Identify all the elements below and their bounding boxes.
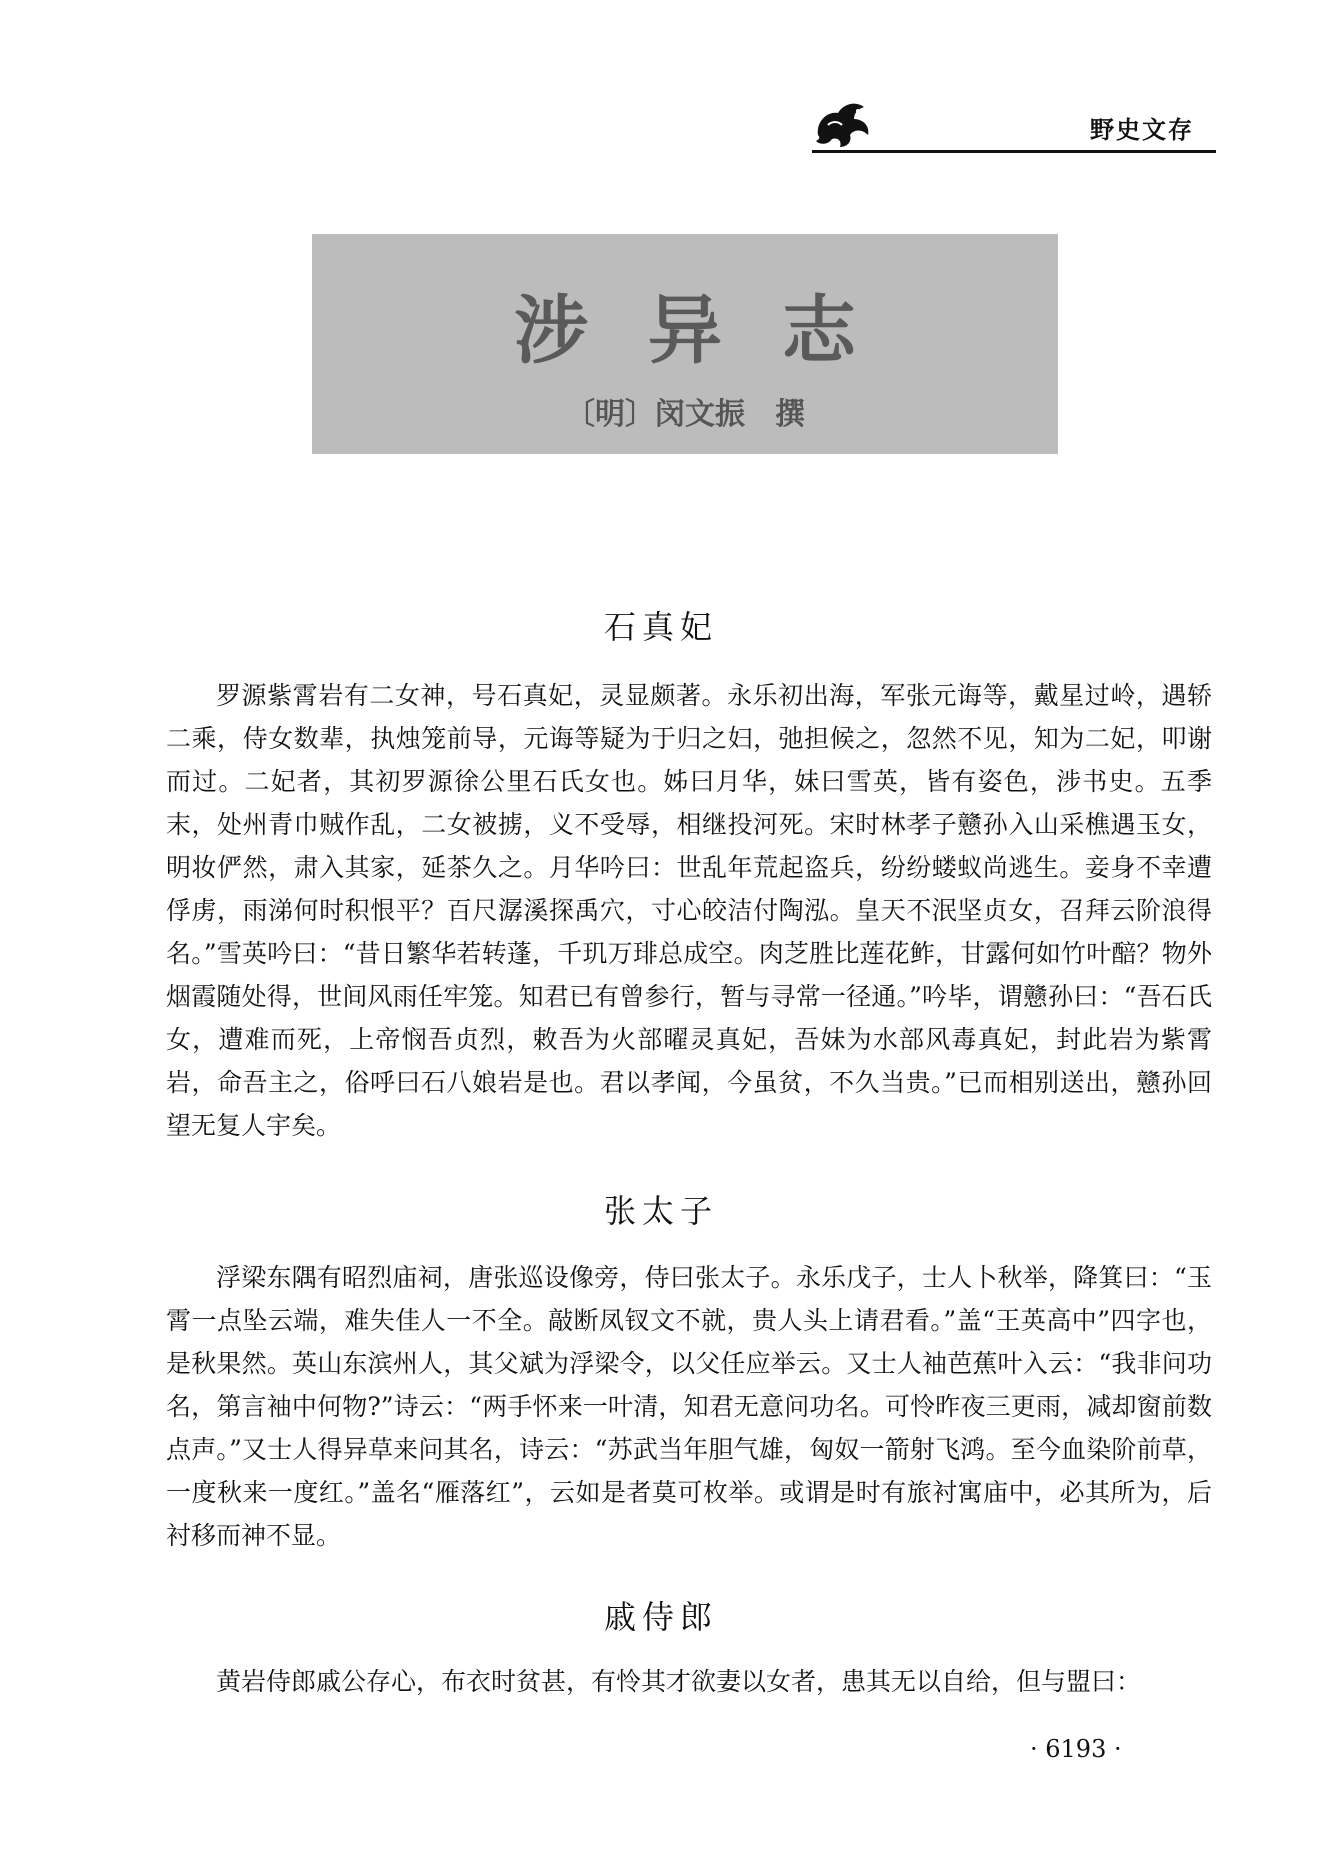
page-number: · 6193 · [1030, 1735, 1122, 1763]
section-text-qi-shi-lang: 黄岩侍郎戚公存心，布衣时贫甚，有怜其才欲妻以女者，患其无以自给，但与盟曰： [216, 1667, 1142, 1696]
dragon-logo-icon [808, 95, 876, 151]
section-heading-zhang-tai-zi: 张太子 [603, 1192, 718, 1230]
section-text-shi-zhen-fei: 罗源紫霄岩有二女神，号石真妃，灵显颇著。永乐初出海，军张元诲等，戴星过岭，遇轿二乘，侍女数辈，执烛笼前导，元诲等疑为于归之妇，弛担候之，忽然不见，知为二妃，叩谢而过。二妃者，其初罗源徐公里石氏女也。姊曰月华，妹曰雪英，皆有姿色，涉书史。五季末，处州青巾贼作乱，二女被掳，义不受辱，相继投河死。宋时林孝子戆孙入山采樵遇玉女，明妆俨然，肃入其家，延茶久之。月华吟曰：世乱年荒起盗兵，纷纷蝼蚁尚逃生。妾身不幸遭俘虏，雨涕何时积恨平？百尺潺溪探禹穴，寸心皎洁付陶泓。皇天不泯坚贞女，召拜云阶浪得名。”雪英吟曰：“昔日繁华若转蓬，千玑万琲总成空。肉芝胜比莲花鲊，甘露何如竹叶醅？物外烟霞随处得，世间风雨任牢笼。知君已有曾参行，暂与寻常一径通。”吟毕，谓戆孙曰：“吾石氏女，遭难而死，上帝悯吾贞烈，敕吾为火部曜灵真妃，吾妹为水部风毒真妃，封此岩为紫霄岩，命吾主之，俗呼曰石八娘岩是也。君以孝闻，今虽贫，不久当贵。”已而相别送出，戆孙回望无复人宇矣。 [166, 681, 1212, 1140]
book-author: 〔明〕闵文振 撰 [565, 397, 805, 432]
series-title: 野史文存 [1090, 116, 1194, 144]
section-heading-qi-shi-lang: 戚侍郎 [603, 1598, 718, 1636]
book-title: 涉异志 [514, 288, 916, 374]
section-text-zhang-tai-zi: 浮梁东隅有昭烈庙祠，唐张巡设像旁，侍曰张太子。永乐戊子，士人卜秋举，降箕曰：“玉霄一点坠云端，难失佳人一不全。敲断凤钗文不就，贵人头上请君看。”盖“王英高中”四字也，是秋果然。英山东滨州人，其父斌为浮梁令，以父任应举云。又士人袖芭蕉叶入云：“我非问功名，第言袖中何物?”诗云：“两手怀来一叶清，知君无意问功名。可怜昨夜三更雨，减却窗前数点声。”又士人得异草来问其名，诗云：“苏武当年胆气雄，匈奴一箭射飞鸿。至今血染阶前草，一度秋来一度红。”盖名“雁落红”，云如是者莫可枚举。或谓是时有旅衬寓庙中，必其所为，后衬移而神不显。 [166, 1263, 1212, 1550]
header-divider [812, 150, 1216, 153]
title-block [312, 234, 1058, 454]
section-heading-shi-zhen-fei: 石真妃 [603, 608, 718, 646]
